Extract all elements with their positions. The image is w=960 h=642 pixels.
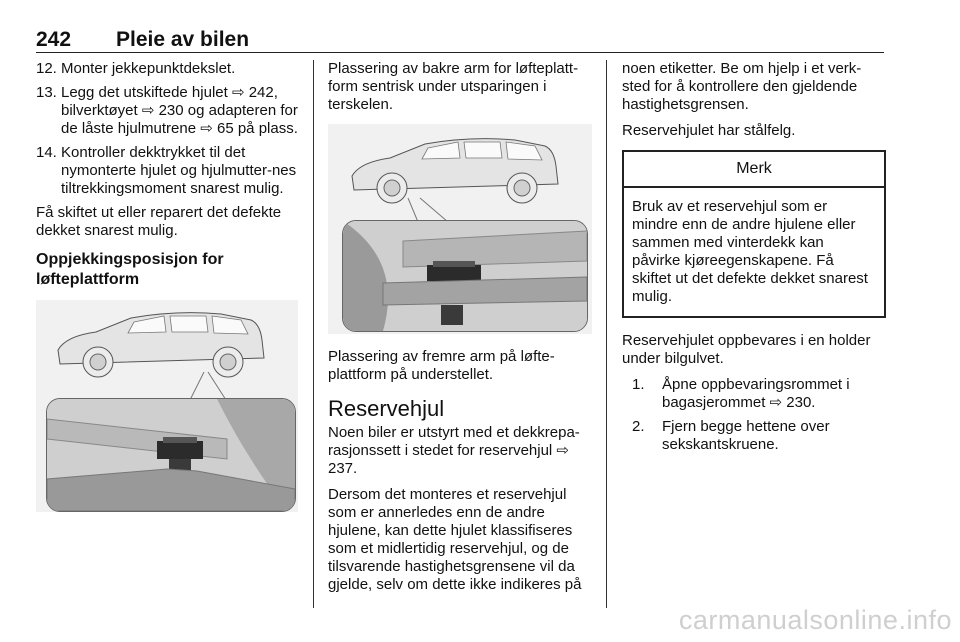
lift-arm-illustration bbox=[343, 221, 587, 331]
middle-column bbox=[328, 60, 594, 602]
list-item: 14. Kontroller dekktrykket til det nymonterte hjulet og hjulmutter-nes tiltrekkingsmoment snarest mulig. bbox=[36, 144, 297, 197]
paragraph: Få skiftet ut eller reparert det defekte dekket snarest mulig. bbox=[36, 204, 282, 239]
list-item: 12. Monter jekkepunktdekslet. bbox=[36, 60, 236, 77]
watermark: carmanualsonline.info bbox=[678, 605, 952, 635]
list-item: 2. Fjern begge hettene over sekskantskruene. bbox=[632, 418, 830, 453]
page-header bbox=[36, 24, 884, 53]
column-divider bbox=[606, 60, 607, 608]
page-number: 242 bbox=[36, 28, 72, 51]
step-list bbox=[36, 60, 300, 198]
note-body: Bruk av et reservehjul som er mindre enn de andre hjulene eller sammen med vinterdekk kan påvirke kjøreegenskapene. Få skiftet ut det defekte dekket snarest mulig. bbox=[632, 198, 868, 305]
step-list bbox=[632, 376, 886, 454]
paragraph: Dersom det monteres et reservehjul som er annerledes enn de andre hjulene, kan dette hjulet klassifiseres som et midlertidig reservehjul, og de tilsvarende hastighetsgrensene vil da gjelde, selv om dette ikke indikeres på bbox=[328, 486, 582, 593]
list-item: 1. Åpne oppbevaringsrommet i bagasjerommet ⇨ 230. bbox=[632, 376, 850, 411]
column-divider bbox=[313, 60, 314, 608]
paragraph: noen etiketter. Be om hjelp i et verk-sted for å kontrollere den gjeldende hastighetsgrensen. bbox=[622, 60, 862, 113]
paragraph: Reservehjulet har stålfelg. bbox=[622, 122, 796, 139]
page-title: Pleie av bilen bbox=[116, 28, 250, 51]
lift-arm-illustration bbox=[47, 399, 295, 511]
paragraph: Noen biler er utstyrt med et dekkrepa-rasjonssett i stedet for reservehjul ⇨ 237. bbox=[328, 424, 580, 477]
paragraph: Reservehjulet oppbevares i en holder under bilgulvet. bbox=[622, 332, 871, 367]
detail-callout bbox=[342, 220, 588, 332]
section-heading: Oppjekkingsposisjon for løfteplattform bbox=[36, 251, 224, 288]
figure-caption: Plassering av fremre arm på løfte-plattform på understellet. bbox=[328, 348, 555, 383]
note-title: Merk bbox=[624, 152, 884, 188]
list-item: 13. Legg det utskiftede hjulet ⇨ 242, bilverktøyet ⇨ 230 og adapteren for de låste hjulmutrene ⇨ 65 på plass. bbox=[36, 84, 298, 137]
note-box bbox=[622, 150, 886, 318]
right-column bbox=[622, 60, 886, 460]
detail-callout bbox=[46, 398, 296, 512]
figure-front-arm bbox=[328, 124, 592, 334]
figure-caption: Plassering av bakre arm for løfteplatt-form sentrisk under utsparingen i terskelen. bbox=[328, 60, 579, 113]
section-heading: Reservehjul bbox=[328, 396, 445, 421]
left-column bbox=[36, 60, 300, 512]
figure-rear-arm bbox=[36, 300, 298, 512]
